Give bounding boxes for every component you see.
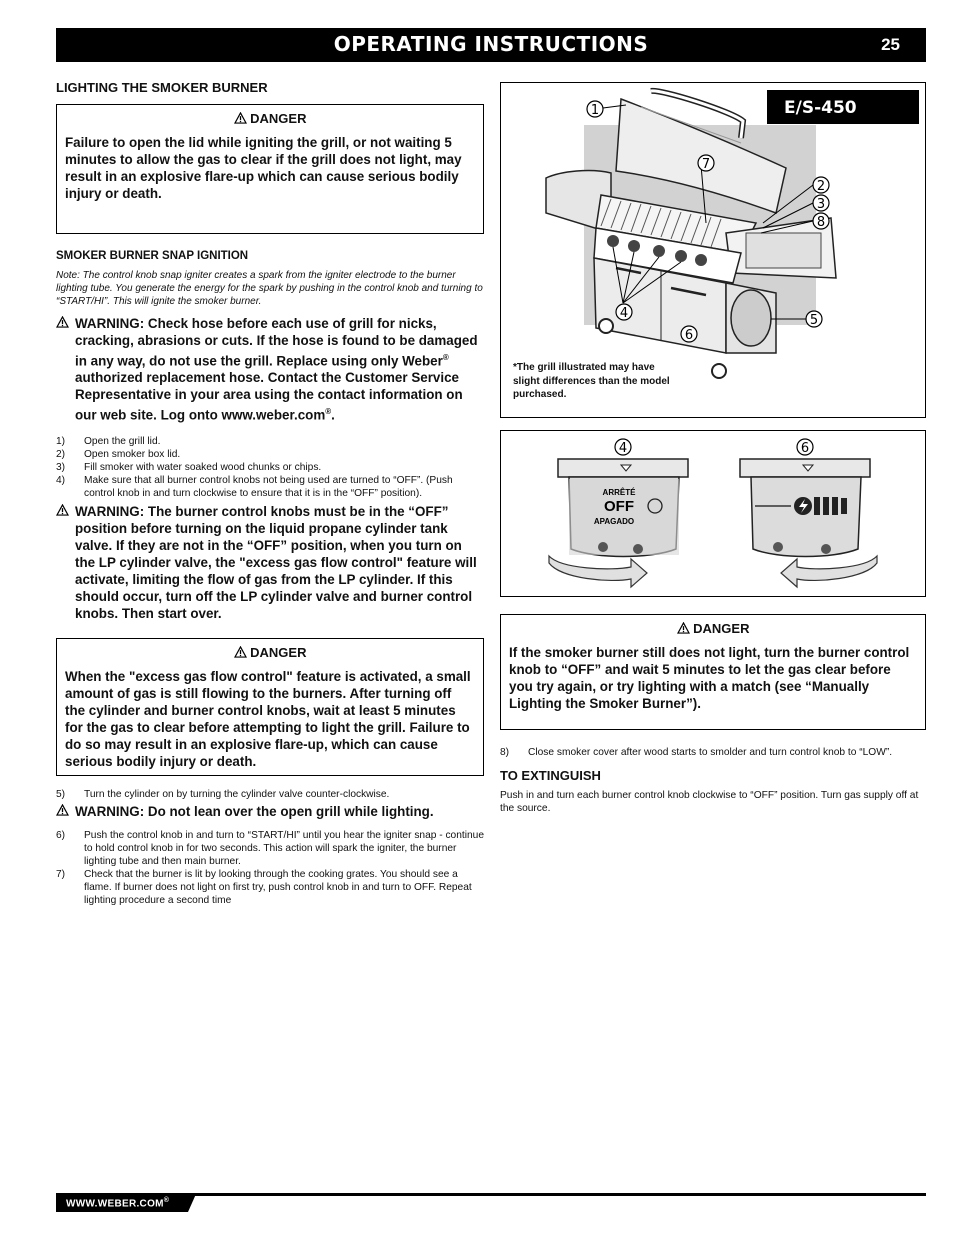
left-column: [56, 80, 484, 907]
footer-url[interactable]: WWW.WEBER.COM®: [66, 1197, 170, 1210]
knob-text-arrete: ARRÊTÉ: [602, 488, 636, 497]
page-number: 25: [881, 35, 900, 54]
list-item: 5) Turn the cylinder on by turning the cylinder valve counter-clockwise.: [56, 788, 390, 800]
warning-lean: WARNING: Do not lean over the open grill while lighting.: [56, 803, 484, 820]
callout-5: 5: [809, 313, 819, 328]
figure-caption: *The grill illustrated may have slight differences than the model purchased.: [513, 362, 670, 400]
callout-4: 4: [618, 441, 628, 456]
danger-box-1: [56, 104, 484, 234]
warning-hose: WARNING: Check hose before each use of grill for nicks, cracking, abrasions or cuts. If the hose is found to be damaged in any way, do not use the grill. Replace using only Weber® authorized replacement hose. Contact the Customer Service Representative in your area using the contact information on our web site. Log onto www.weber.com®.: [56, 315, 484, 424]
danger-box-3: [500, 614, 926, 730]
step-8: [500, 746, 926, 759]
callout-8: 8: [816, 215, 826, 230]
callout-1: 1: [590, 103, 600, 118]
model-label: E/S-450: [784, 98, 857, 118]
right-column: [500, 746, 926, 815]
callout-6: 6: [684, 328, 694, 343]
list-item: 4) Make sure that all burner control knobs not being used are turned to “OFF”. (Push control knob in and turn clockwise to ensure that it is in the “OFF” position).: [56, 474, 453, 499]
warning-triangle-icon: [56, 804, 69, 816]
grill-figure: [500, 82, 926, 418]
danger-text: Failure to open the lid while igniting the grill, or not waiting 5 minutes to allow the gas to clear if the grill does not light, may result in an explosive flare-up which can cause serious bodily injury or death.: [65, 135, 462, 201]
danger-text: When the "excess gas flow control" feature is activated, a small amount of gas is still flowing to the burners. After turning off the cylinder and burner control knobs, wait at least 5 minutes for the gas to clear before attempting to light the grill. Failure to do so may result in an explosive flare-up, which can cause serious bodily injury or death.: [65, 668, 471, 769]
callout-3: 3: [816, 197, 826, 212]
callout-7: 7: [701, 157, 711, 172]
list-item: 7) Check that the burner is lit by looking through the cooking grates. You should see a flame. If burner does not light on first try, push control knob in and turn to OFF. Repeat lighting procedure a second time: [56, 868, 472, 906]
callout-4: 4: [619, 306, 629, 321]
knob-text-off: OFF: [604, 498, 634, 515]
list-item: 6) Push the control knob in and turn to “START/HI” until you hear the igniter snap - continue to hold control knob in for two seconds. This action will spark the igniter, the burner lighting tube and then main burner.: [56, 829, 484, 867]
danger-heading: DANGER: [65, 645, 475, 660]
warning-triangle-icon: [234, 646, 247, 658]
warning-triangle-icon: [56, 316, 69, 328]
knob-illustration: [501, 431, 925, 596]
callout-2: 2: [816, 179, 826, 194]
danger-heading: DANGER: [509, 621, 917, 636]
knob-figure: [500, 430, 926, 597]
steps-list-a: [56, 435, 484, 500]
ignition-note: Note: The control knob snap igniter creates a spark from the igniter electrode to the burner lighting tube. You generate the energy for the spark by pushing in the control knob and turning to “START/HI”. This will ignite the smoker burner.: [56, 270, 483, 307]
callout-6: 6: [800, 441, 810, 456]
danger-text: If the smoker burner still does not light, turn the burner control knob to “OFF” and wait 5 minutes to let the gas clear before you try again, or try lighting with a match (see “Manually Lighting the Smoker Burner”).: [509, 645, 910, 711]
warning-triangle-icon: [56, 504, 69, 516]
steps-list-b: [56, 829, 484, 907]
danger-box-2: [56, 638, 484, 776]
clockwise-arrow-icon: [549, 556, 647, 587]
list-item: 2) Open smoker box lid.: [56, 448, 181, 460]
step-5: [56, 788, 484, 801]
counter-clockwise-arrow-icon: [781, 556, 877, 587]
warning-triangle-icon: [234, 112, 247, 124]
extinguish-title: TO EXTINGUISH: [500, 768, 601, 783]
section-title: LIGHTING THE SMOKER BURNER: [56, 80, 268, 95]
page-header: [56, 28, 926, 62]
knob-text-apagado: APAGADO: [593, 517, 635, 526]
list-item: 1) Open the grill lid.: [56, 435, 161, 447]
danger-heading: DANGER: [65, 111, 475, 126]
warning-triangle-icon: [677, 622, 690, 634]
subheading: SMOKER BURNER SNAP IGNITION: [56, 250, 249, 262]
warning-control-knobs: WARNING: The burner control knobs must be in the “OFF” position before turning on the liquid propane cylinder tank valve. If they are not in the “OFF” position, when you turn on the LP cylinder valve, the "excess gas flow control" feature will activate, limiting the flow of gas from the LP cylinder. If this should occur, turn off the LP cylinder valve and burner control knobs. Then start over.: [56, 503, 484, 622]
list-item: 8) Close smoker cover after wood starts to smolder and turn control knob to “LOW”.: [500, 747, 893, 758]
list-item: 3) Fill smoker with water soaked wood chunks or chips.: [56, 461, 322, 473]
extinguish-text: Push in and turn each burner control knob clockwise to “OFF” position. Turn gas supply off at the source.: [500, 790, 919, 814]
page-title: OPERATING INSTRUCTIONS: [333, 32, 649, 56]
